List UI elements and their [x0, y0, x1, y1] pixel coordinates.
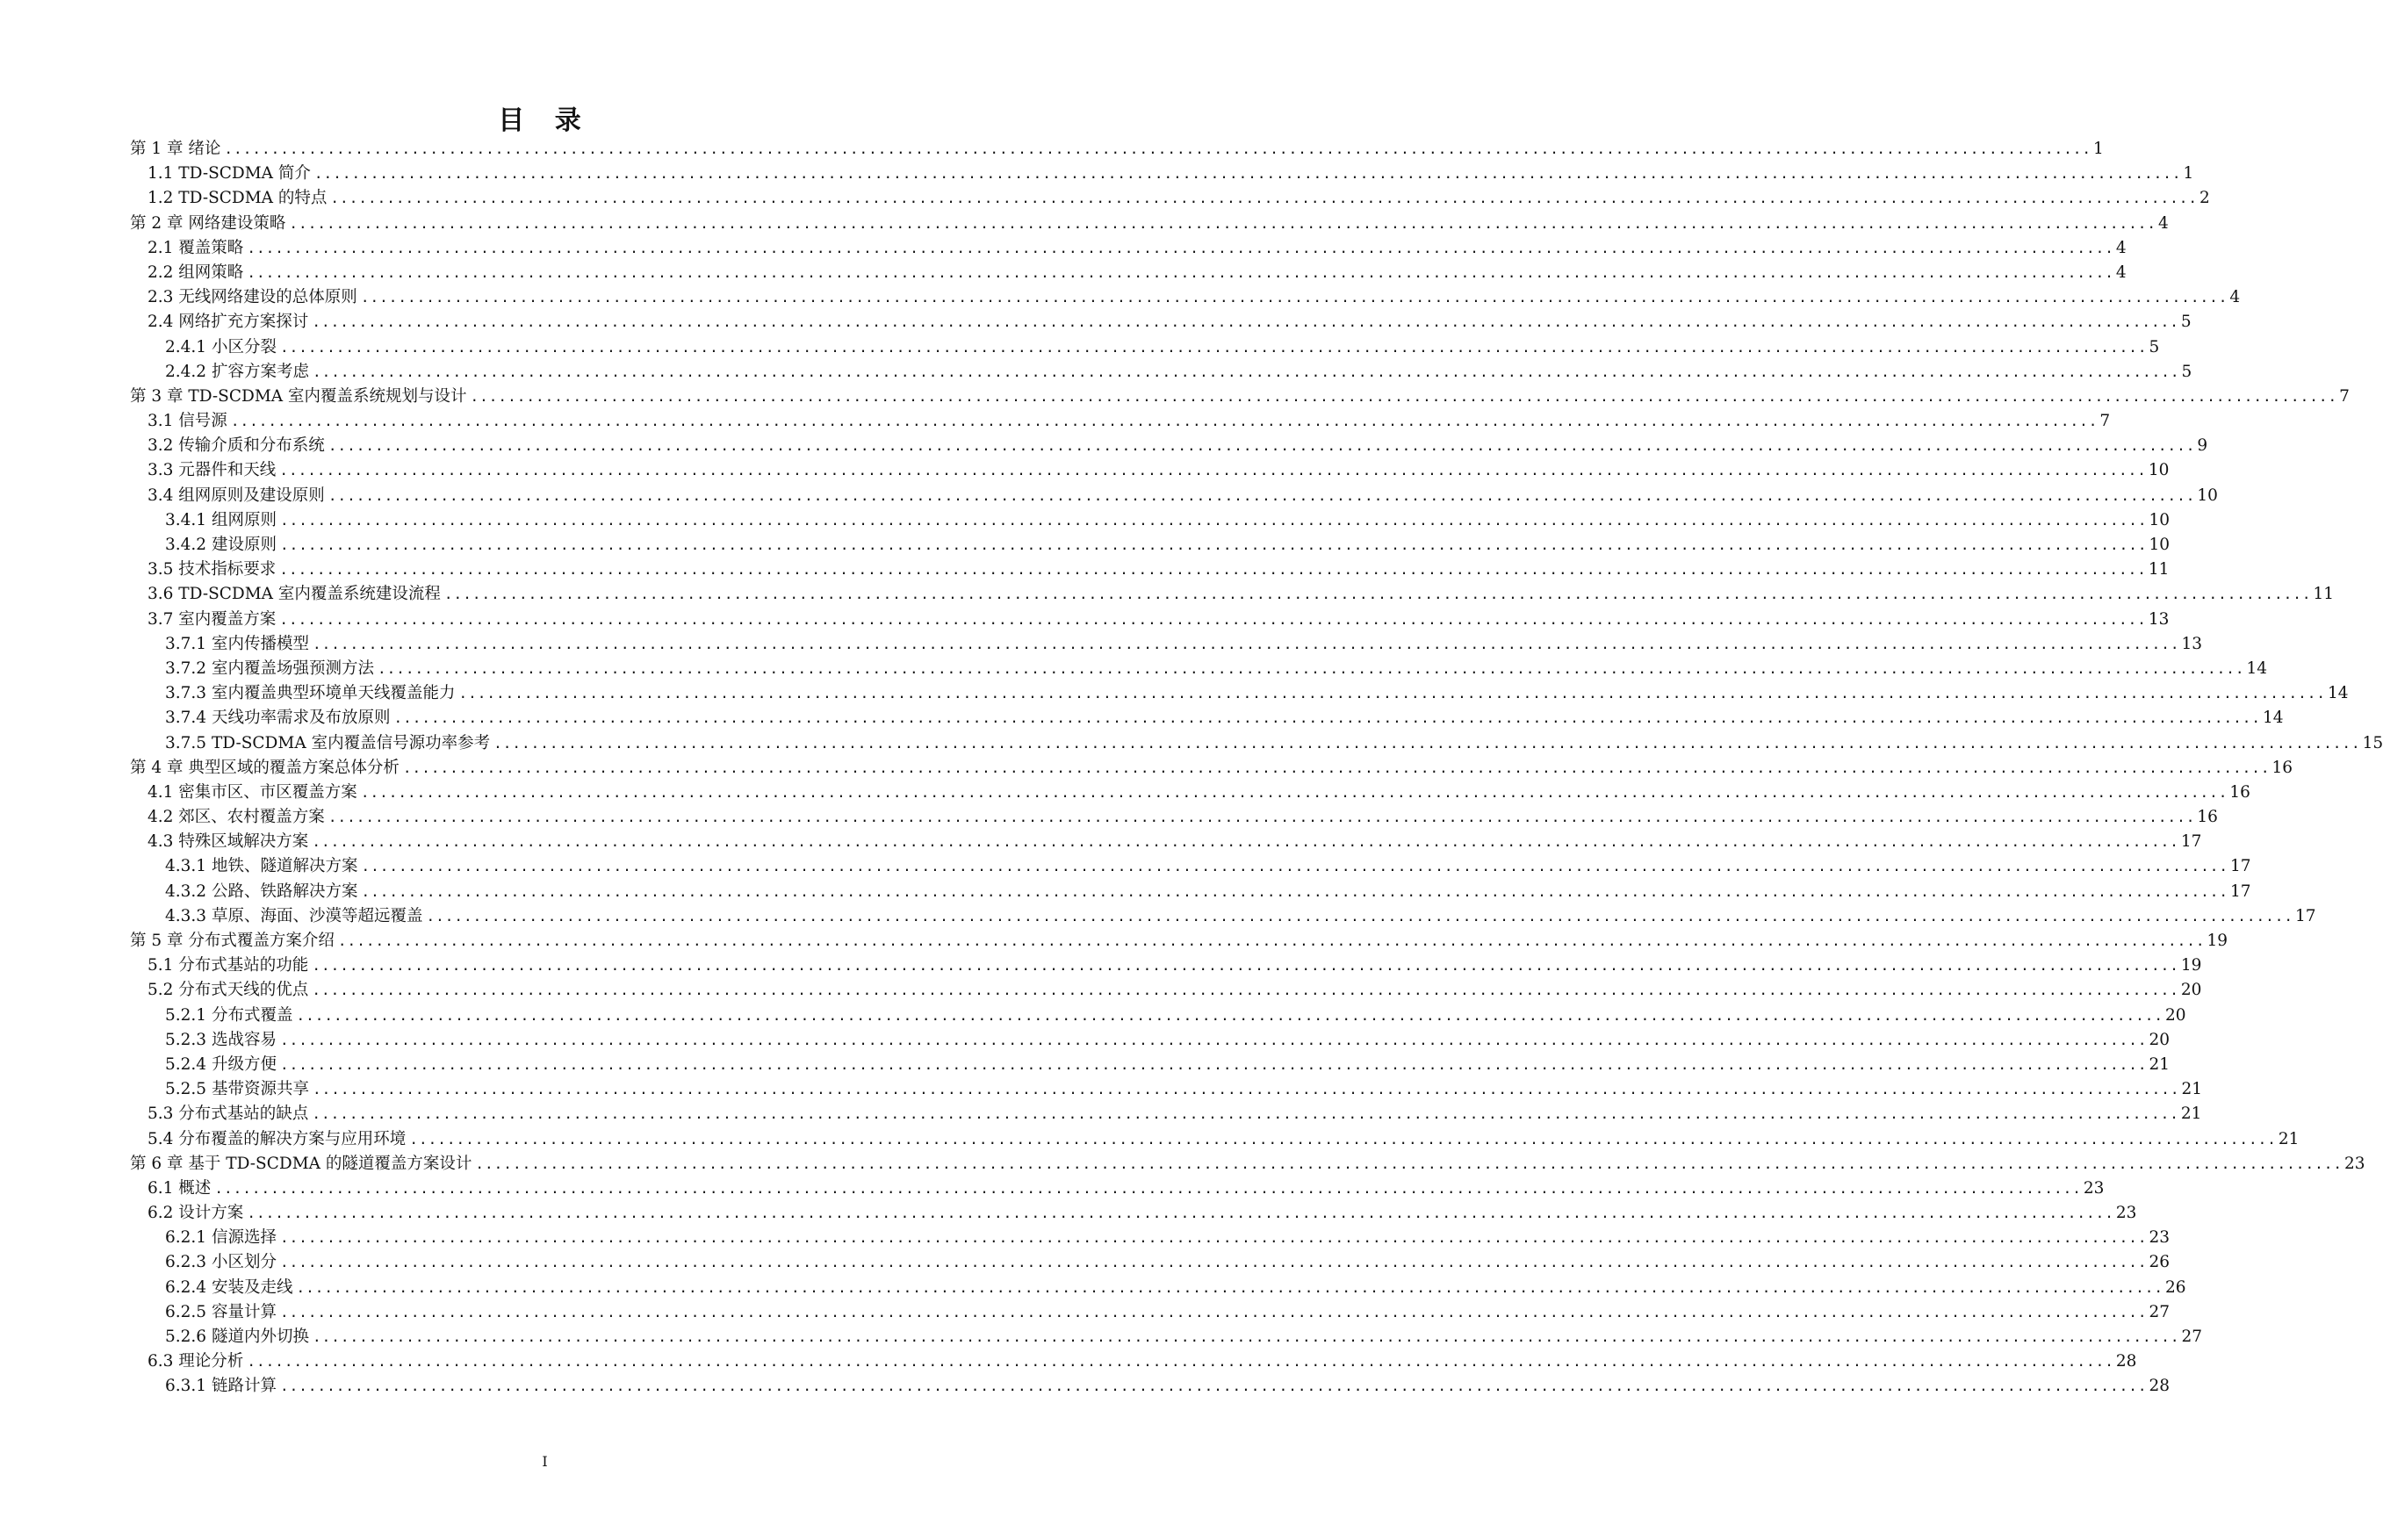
toc-entry-label: 2.2 组网策略	[148, 263, 244, 282]
toc-entry-label: 5.2.1 分布式覆盖	[165, 1005, 293, 1025]
toc-leader-dots: ........................................................................................................................................................................................................	[214, 1179, 2082, 1197]
toc-entry-label: 4.1 密集市区、市区覆盖方案	[148, 782, 357, 802]
toc-entry[interactable]	[130, 854, 2251, 879]
toc-entry-label: 3.4.2 建设原则	[165, 536, 277, 554]
toc-entry-label: 3.4 组网原则及建设原则	[148, 486, 325, 505]
toc-entry-label: 第 3 章 TD-SCDMA 室内覆盖系统规划与设计	[130, 386, 467, 406]
toc-entry[interactable]	[130, 1201, 2137, 1226]
toc-entry[interactable]	[130, 1152, 2365, 1177]
toc-entry[interactable]	[130, 285, 2241, 310]
toc-entry-label: 3.7.4 天线功率需求及布放原则	[165, 709, 391, 728]
toc-entry-label: 3.7.5 TD-SCDMA 室内覆盖信号源功率参考	[165, 733, 491, 752]
toc-entry-page: 21	[2149, 1054, 2171, 1074]
toc-entry-label: 5.3 分布式基站的缺点	[148, 1105, 309, 1124]
toc-entry-label: 5.4 分布覆盖的解决方案与应用环境	[148, 1129, 407, 1148]
toc-leader-dots: ........................................................................................................................................................................................................	[312, 313, 2179, 331]
toc-leader-dots: ........................................................................................................................................................................................................	[279, 536, 2148, 553]
toc-entry[interactable]	[130, 1276, 2186, 1300]
toc-entry-label: 6.3.1 链路计算	[165, 1377, 277, 1396]
toc-entry-page: 2	[2199, 189, 2210, 208]
toc-entry-label: 5.1 分布式基站的功能	[148, 956, 309, 975]
toc-entry-label: 2.4.2 扩容方案考虑	[165, 362, 309, 381]
toc-entry[interactable]	[130, 1325, 2203, 1349]
toc-entry-label: 6.2.1 信源选择	[165, 1228, 277, 1248]
toc-entry[interactable]	[130, 756, 2293, 781]
toc-entry[interactable]	[130, 409, 2111, 434]
toc-entry[interactable]	[130, 681, 2349, 706]
toc-leader-dots: ........................................................................................................................................................................................................	[289, 214, 2156, 232]
toc-entry[interactable]	[130, 385, 2350, 409]
toc-leader-dots: ........................................................................................................................................................................................................	[312, 1081, 2180, 1098]
toc-entry-page: 5	[2181, 362, 2192, 381]
toc-entry[interactable]	[130, 1349, 2137, 1374]
toc-entry[interactable]	[130, 1127, 2300, 1152]
toc-entry-page: 27	[2181, 1328, 2203, 1346]
toc-entry[interactable]	[130, 533, 2171, 558]
toc-entry-label: 第 6 章 基于 TD-SCDMA 的隧道覆盖方案设计	[130, 1154, 472, 1173]
toc-entry-label: 1.1 TD-SCDMA 简介	[148, 164, 311, 184]
toc-entry[interactable]	[130, 360, 2192, 385]
toc-leader-dots: ........................................................................................................................................................................................................	[328, 486, 2196, 504]
toc-leader-dots: ........................................................................................................................................................................................................	[279, 561, 2147, 579]
toc-leader-dots: ........................................................................................................................................................................................................	[224, 140, 2091, 157]
toc-entry-label: 3.5 技术指标要求	[148, 560, 277, 579]
toc-leader-dots: ........................................................................................................................................................................................................	[443, 586, 2312, 603]
page-number: I	[542, 1453, 548, 1470]
toc-entry-label: 5.2 分布式天线的优点	[148, 981, 309, 1000]
toc-entry-page: 23	[2083, 1178, 2105, 1198]
toc-entry-label: 2.1 覆盖策略	[148, 238, 244, 257]
toc-entry[interactable]	[130, 212, 2169, 236]
toc-leader-dots: ........................................................................................................................................................................................................	[312, 363, 2180, 380]
toc-entry-page: 17	[2180, 832, 2202, 852]
toc-entry[interactable]	[130, 880, 2251, 904]
toc-title: 目 录	[498, 105, 592, 136]
toc-entry-label: 3.3 元器件和天线	[148, 461, 277, 480]
toc-entry[interactable]	[130, 1004, 2186, 1028]
toc-entry[interactable]	[130, 954, 2202, 978]
toc-leader-dots: ........................................................................................................................................................................................................	[312, 635, 2180, 652]
toc-leader-dots: ........................................................................................................................................................................................................	[360, 783, 2228, 801]
toc-leader-dots: ........................................................................................................................................................................................................	[361, 858, 2229, 875]
toc-leader-dots: ........................................................................................................................................................................................................	[279, 1303, 2148, 1321]
toc-leader-dots: ........................................................................................................................................................................................................	[360, 289, 2228, 306]
toc-entry-label: 3.7 室内覆盖方案	[148, 609, 277, 629]
toc-entry[interactable]	[130, 186, 2210, 211]
toc-entry-page: 19	[2207, 932, 2228, 950]
toc-entry-page: 13	[2148, 609, 2170, 629]
toc-entry-label: 2.4 网络扩充方案探讨	[148, 313, 309, 332]
toc-leader-dots: ........................................................................................................................................................................................................	[337, 932, 2206, 949]
toc-entry[interactable]	[130, 261, 2127, 285]
toc-leader-dots: ........................................................................................................................................................................................................	[279, 610, 2147, 628]
toc-entry-page: 14	[2246, 658, 2268, 678]
toc-entry-page: 10	[2149, 536, 2171, 554]
toc-entry-label: 第 1 章 绪论	[130, 140, 221, 158]
toc-leader-dots: ........................................................................................................................................................................................................	[230, 413, 2099, 430]
toc-entry-label: 3.1 信号源	[148, 412, 227, 431]
toc-entry-label: 1.2 TD-SCDMA 的特点	[148, 189, 328, 208]
toc-leader-dots: ........................................................................................................................................................................................................	[426, 907, 2294, 925]
toc-entry-label: 4.3.2 公路、铁路解决方案	[165, 882, 358, 901]
toc-leader-dots: ........................................................................................................................................................................................................	[279, 1378, 2148, 1395]
toc-entry-page: 26	[2165, 1277, 2186, 1297]
toc-leader-dots: ........................................................................................................................................................................................................	[247, 239, 2114, 256]
toc-leader-dots: ........................................................................................................................................................................................................	[279, 511, 2148, 529]
toc-entry[interactable]	[130, 434, 2208, 458]
toc-entry-label: 6.3 理论分析	[148, 1352, 244, 1371]
toc-entry[interactable]	[130, 1250, 2171, 1275]
toc-entry-label: 4.2 郊区、农村覆盖方案	[148, 808, 325, 827]
toc-entry-label: 第 2 章 网络建设策略	[130, 213, 286, 233]
toc-entry-label: 3.6 TD-SCDMA 室内覆盖系统建设流程	[148, 585, 441, 604]
toc-entry-label: 5.2.5 基带资源共享	[165, 1080, 309, 1099]
toc-leader-dots: ........................................................................................................................................................................................................	[296, 1278, 2164, 1296]
toc-entry[interactable]	[130, 781, 2250, 805]
toc-entry[interactable]	[130, 657, 2268, 681]
toc-entry[interactable]	[130, 1300, 2171, 1325]
toc-entry-page: 11	[2313, 585, 2335, 604]
toc-entry[interactable]	[130, 236, 2127, 261]
toc-entry[interactable]	[130, 458, 2170, 483]
toc-entry-page: 14	[2263, 709, 2284, 728]
toc-leader-dots: ........................................................................................................................................................................................................	[458, 685, 2327, 702]
toc-list	[130, 137, 2383, 1400]
toc-entry-label: 6.1 概述	[148, 1178, 212, 1198]
toc-leader-dots: ........................................................................................................................................................................................................	[296, 1006, 2164, 1024]
toc-entry-page: 4	[2229, 288, 2241, 307]
toc-leader-dots: ........................................................................................................................................................................................................	[279, 462, 2147, 479]
toc-entry-label: 5.2.6 隧道内外切换	[165, 1328, 309, 1346]
toc-entry-page: 15	[2362, 733, 2383, 752]
toc-entry-page: 28	[2115, 1352, 2137, 1371]
toc-entry-page: 16	[2229, 782, 2250, 802]
toc-entry[interactable]	[130, 978, 2202, 1003]
toc-entry-label: 3.7.3 室内覆盖典型环境单天线覆盖能力	[165, 684, 456, 703]
toc-entry-page: 28	[2149, 1377, 2171, 1396]
toc-entry-label: 3.2 传输介质和分布系统	[148, 436, 325, 456]
toc-entry-label: 6.2.5 容量计算	[165, 1302, 277, 1321]
toc-leader-dots: ........................................................................................................................................................................................................	[279, 338, 2148, 356]
toc-entry[interactable]	[130, 830, 2202, 854]
toc-entry[interactable]	[130, 484, 2218, 508]
toc-leader-dots: ........................................................................................................................................................................................................	[312, 833, 2179, 851]
toc-entry-label: 4.3.3 草原、海面、沙漠等超远覆盖	[165, 906, 423, 925]
toc-entry-page: 1	[2092, 140, 2104, 158]
toc-leader-dots: ........................................................................................................................................................................................................	[475, 1155, 2343, 1172]
toc-leader-dots: ........................................................................................................................................................................................................	[279, 1031, 2148, 1048]
toc-entry[interactable]	[130, 558, 2170, 582]
toc-entry-page: 21	[2278, 1129, 2300, 1148]
toc-leader-dots: ........................................................................................................................................................................................................	[330, 190, 2198, 207]
toc-entry[interactable]	[130, 608, 2170, 632]
toc-entry[interactable]	[130, 706, 2284, 730]
toc-entry-label: 2.4.1 小区分裂	[165, 337, 277, 356]
toc-entry[interactable]	[130, 508, 2171, 533]
toc-leader-dots: ........................................................................................................................................................................................................	[402, 759, 2271, 776]
toc-entry-page: 17	[2230, 857, 2251, 876]
toc-entry[interactable]	[130, 632, 2203, 657]
toc-leader-dots: ........................................................................................................................................................................................................	[470, 387, 2338, 405]
toc-entry-label: 第 4 章 典型区域的覆盖方案总体分析	[130, 758, 400, 777]
toc-entry-page: 23	[2343, 1154, 2365, 1173]
toc-entry[interactable]	[130, 904, 2316, 929]
toc-entry-page: 14	[2328, 684, 2349, 703]
toc-entry[interactable]	[130, 1374, 2171, 1399]
toc-entry[interactable]	[130, 805, 2218, 830]
toc-entry-page: 23	[2149, 1228, 2171, 1248]
toc-entry-label: 4.3 特殊区域解决方案	[148, 832, 309, 852]
toc-leader-dots: ........................................................................................................................................................................................................	[328, 437, 2196, 455]
toc-entry-page: 10	[2197, 486, 2218, 505]
toc-entry[interactable]	[130, 1077, 2203, 1102]
toc-entry-page: 7	[2339, 386, 2350, 406]
toc-leader-dots: ........................................................................................................................................................................................................	[247, 1353, 2114, 1371]
toc-leader-dots: ........................................................................................................................................................................................................	[493, 734, 2361, 752]
toc-entry-page: 19	[2180, 956, 2202, 975]
toc-leader-dots: ........................................................................................................................................................................................................	[279, 1055, 2148, 1073]
toc-leader-dots: ........................................................................................................................................................................................................	[312, 957, 2179, 975]
toc-entry-page: 11	[2148, 560, 2170, 579]
toc-entry-label: 4.3.1 地铁、隧道解决方案	[165, 857, 358, 876]
toc-entry[interactable]	[130, 137, 2104, 162]
toc-entry[interactable]	[130, 1226, 2171, 1250]
toc-entry[interactable]	[130, 1102, 2202, 1126]
toc-leader-dots: ........................................................................................................................................................................................................	[279, 1229, 2148, 1247]
toc-entry-page: 16	[2197, 808, 2218, 827]
toc-entry-page: 4	[2157, 213, 2169, 233]
toc-leader-dots: ........................................................................................................................................................................................................	[247, 1205, 2114, 1222]
toc-entry[interactable]	[130, 162, 2194, 186]
toc-entry-label: 5.2.3 选战容易	[165, 1030, 277, 1049]
toc-entry-page: 4	[2115, 263, 2127, 282]
toc-entry[interactable]	[130, 1028, 2171, 1053]
toc-entry-label: 2.3 无线网络建设的总体原则	[148, 288, 357, 307]
toc-leader-dots: ........................................................................................................................................................................................................	[361, 882, 2229, 900]
toc-leader-dots: ........................................................................................................................................................................................................	[328, 809, 2196, 826]
toc-entry-page: 10	[2149, 510, 2171, 529]
toc-leader-dots: ........................................................................................................................................................................................................	[312, 1328, 2180, 1345]
toc-entry-page: 20	[2180, 981, 2202, 1000]
toc-entry[interactable]	[130, 929, 2228, 954]
toc-entry-label: 3.7.2 室内覆盖场强预测方法	[165, 658, 374, 678]
toc-leader-dots: ........................................................................................................................................................................................................	[393, 709, 2262, 727]
toc-entry-page: 26	[2149, 1253, 2171, 1272]
toc-leader-dots: ........................................................................................................................................................................................................	[409, 1130, 2277, 1148]
toc-entry-page: 17	[2230, 882, 2251, 901]
toc-entry-label: 第 5 章 分布式覆盖方案介绍	[130, 932, 335, 950]
toc-leader-dots: ........................................................................................................................................................................................................	[312, 982, 2179, 999]
toc-entry-page: 20	[2165, 1005, 2186, 1025]
toc-leader-dots: ........................................................................................................................................................................................................	[313, 165, 2182, 183]
toc-entry-page: 9	[2197, 436, 2208, 456]
toc-entry-label: 6.2 设计方案	[148, 1204, 244, 1223]
toc-entry-page: 10	[2148, 461, 2170, 480]
toc-entry-page: 1	[2183, 164, 2194, 184]
toc-entry-page: 27	[2149, 1302, 2171, 1321]
toc-leader-dots: ........................................................................................................................................................................................................	[279, 1254, 2148, 1271]
toc-entry-page: 21	[2181, 1080, 2203, 1099]
toc-entry-page: 4	[2115, 238, 2127, 257]
toc-entry-page: 23	[2115, 1204, 2137, 1223]
toc-entry-label: 3.4.1 组网原则	[165, 510, 277, 529]
toc-leader-dots: ........................................................................................................................................................................................................	[377, 659, 2245, 677]
toc-entry-page: 20	[2149, 1030, 2171, 1049]
toc-entry[interactable]	[130, 310, 2192, 335]
toc-entry[interactable]	[130, 335, 2160, 360]
toc-entry-label: 6.2.4 安装及走线	[165, 1277, 293, 1297]
toc-entry-page: 5	[2149, 337, 2160, 356]
toc-entry-page: 13	[2181, 634, 2203, 653]
toc-entry-page: 5	[2180, 313, 2192, 332]
toc-entry[interactable]	[130, 731, 2383, 756]
toc-entry[interactable]	[130, 582, 2335, 607]
toc-entry[interactable]	[130, 1177, 2105, 1201]
toc-entry-label: 5.2.4 升级方便	[165, 1054, 277, 1074]
toc-entry-page: 17	[2295, 906, 2316, 925]
toc-entry-page: 21	[2180, 1105, 2202, 1124]
toc-entry-label: 6.2.3 小区划分	[165, 1253, 277, 1272]
toc-entry-label: 3.7.1 室内传播模型	[165, 634, 309, 653]
toc-entry-page: 16	[2271, 758, 2293, 777]
toc-entry[interactable]	[130, 1053, 2171, 1077]
toc-leader-dots: ........................................................................................................................................................................................................	[247, 263, 2114, 281]
toc-leader-dots: ........................................................................................................................................................................................................	[312, 1105, 2179, 1123]
toc-entry-page: 7	[2099, 412, 2111, 431]
